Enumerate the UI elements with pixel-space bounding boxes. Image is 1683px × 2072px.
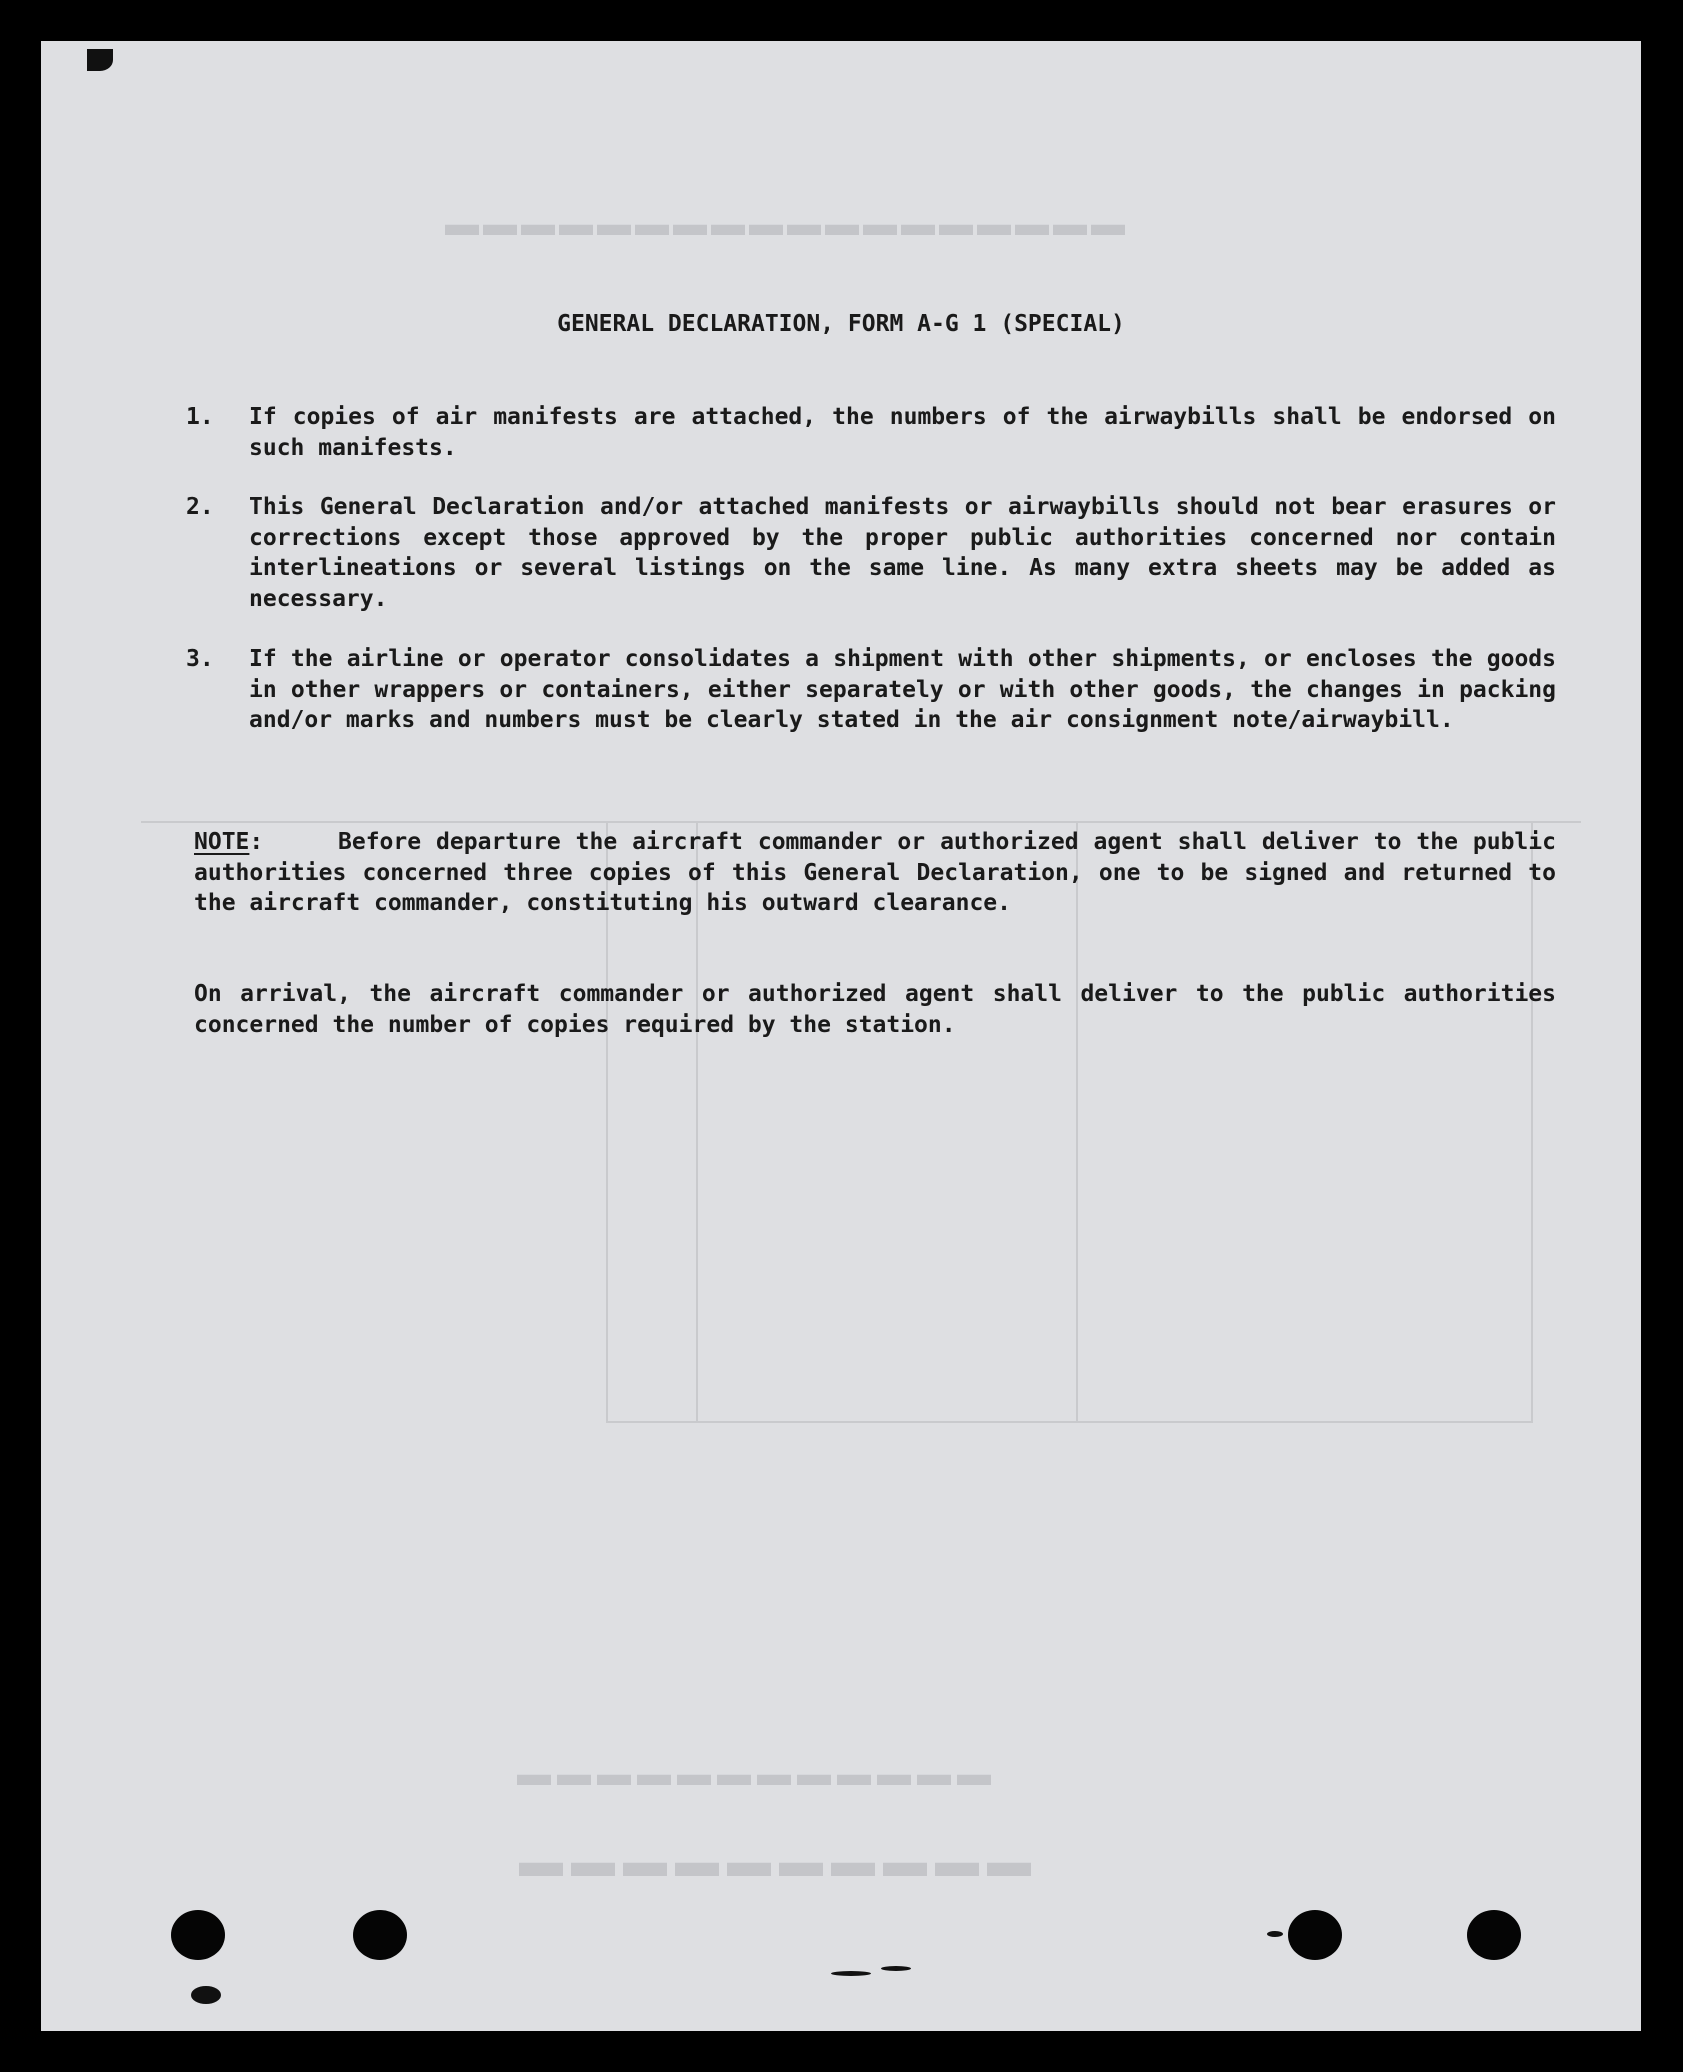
- scan-speck: [881, 1966, 911, 1971]
- note-label: NOTE: [194, 829, 250, 855]
- arrival-paragraph: On arrival, the aircraft commander or authorized agent shall deliver to the public authorities concerned the number of copies required by the station.: [194, 981, 1556, 1038]
- show-through-footer-1: ▬▬▬▬▬▬▬▬▬▬▬▬: [511, 1756, 991, 1793]
- list-item: [186, 492, 1556, 614]
- document-page: [41, 41, 1641, 2031]
- punch-hole-right-1: [1288, 1910, 1342, 1960]
- list-item: [186, 644, 1556, 736]
- scan-speck: [1267, 1931, 1283, 1937]
- item-text: If copies of air manifests are attached, the numbers of the airwaybills shall be endorsed on such manifests.: [249, 404, 1556, 461]
- show-through-box-top: [141, 821, 1581, 823]
- show-through-header: ▬▬▬▬▬▬▬▬▬▬▬▬▬▬▬▬▬▬: [441, 206, 1125, 243]
- scan-speck: [87, 49, 113, 71]
- item-number: 1.: [186, 404, 214, 430]
- punch-hole-left-2: [353, 1910, 407, 1960]
- note-paragraph: [194, 827, 1556, 919]
- item-text: This General Declaration and/or attached manifests or airwaybills should not bear erasures or corrections except those approved by the proper public authorities concerned nor contain interlineations or several listings on the same line. As many extra sheets may be added as necessary.: [249, 494, 1556, 612]
- item-number: 3.: [186, 646, 214, 672]
- item-number: 2.: [186, 494, 214, 520]
- punch-hole-left-1: [171, 1910, 225, 1960]
- show-through-footer-2: ▬▬▬▬▬▬▬▬▬▬: [511, 1837, 1031, 1886]
- note-colon: :: [249, 829, 264, 855]
- note-text: Before departure the aircraft commander or authorized agent shall deliver to the public authorities concerned three copies of this General Declaration, one to be signed and returned to the aircraft commander, constituting his outward clearance.: [194, 829, 1556, 916]
- scan-speck: [191, 1986, 221, 2004]
- page-title: GENERAL DECLARATION, FORM A-G 1 (SPECIAL): [557, 311, 1125, 337]
- punch-hole-right-2: [1467, 1910, 1521, 1960]
- list-item: [186, 402, 1556, 463]
- scan-speck: [831, 1971, 871, 1976]
- item-text: If the airline or operator consolidates a shipment with other shipments, or encloses the goods in other wrappers or containers, either separately or with other goods, the changes in packing and/or marks and numbers must be clearly stated in the air consignment note/airwaybill.: [249, 646, 1556, 733]
- show-through-box-bottom: [606, 1421, 1533, 1423]
